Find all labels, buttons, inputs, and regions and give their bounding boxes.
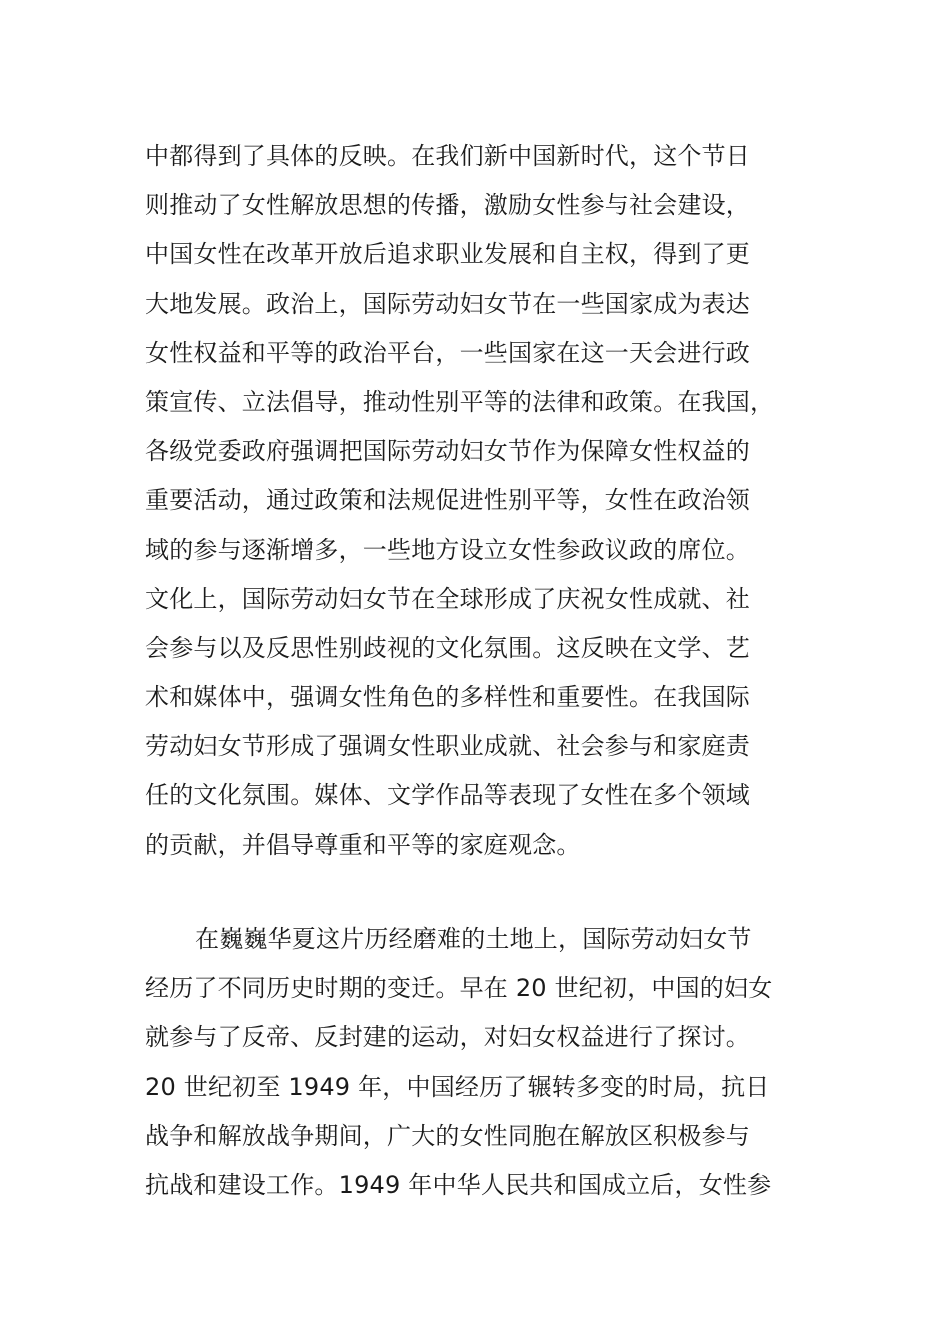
paragraph (145, 132, 815, 870)
text-line: 的贡献，并倡导尊重和平等的家庭观念。 (145, 830, 581, 859)
text-line: 劳动妇女节形成了强调女性职业成就、社会参与和家庭责 (145, 732, 750, 761)
text-line: 策宣传、立法倡导，推动性别平等的法律和政策。在我国， (145, 387, 775, 416)
text-line: 文化上，国际劳动妇女节在全球形成了庆祝女性成就、社 (145, 584, 750, 613)
text-line: 抗战和建设工作。1949 年中华人民共和国成立后，女性参 (145, 1170, 772, 1199)
text-line: 则推动了女性解放思想的传播，激励女性参与社会建设， (145, 191, 750, 220)
text-line: 会参与以及反思性别歧视的文化氛围。这反映在文学、艺 (145, 633, 750, 662)
text-line: 战争和解放战争期间，广大的女性同胞在解放区积极参与 (145, 1121, 750, 1150)
text-line: 术和媒体中，强调女性角色的多样性和重要性。在我国际 (145, 683, 750, 712)
text-line: 经历了不同历史时期的变迁。早在 20 世纪初，中国的妇女 (145, 974, 773, 1003)
text-line: 20 世纪初至 1949 年，中国经历了辗转多变的时局，抗日 (145, 1072, 770, 1101)
text-line: 女性权益和平等的政治平台，一些国家在这一天会进行政 (145, 338, 750, 367)
text-line: 在巍巍华夏这片历经磨难的土地上，国际劳动妇女节 (195, 925, 752, 953)
text-line: 中国女性在改革开放后追求职业发展和自主权，得到了更 (145, 240, 750, 269)
text-line: 就参与了反帝、反封建的运动，对妇女权益进行了探讨。 (145, 1023, 750, 1052)
paragraph (145, 915, 815, 1210)
text-line: 域的参与逐渐增多，一些地方设立女性参政议政的席位。 (145, 535, 750, 564)
text-line: 重要活动，通过政策和法规促进性别平等，女性在政治领 (145, 486, 750, 515)
text-line: 任的文化氛围。媒体、文学作品等表现了女性在多个领域 (145, 781, 750, 810)
text-line: 各级党委政府强调把国际劳动妇女节作为保障女性权益的 (145, 437, 750, 466)
text-line: 大地发展。政治上，国际劳动妇女节在一些国家成为表达 (145, 289, 750, 318)
text-line: 中都得到了具体的反映。在我们新中国新时代，这个节日 (145, 142, 750, 170)
